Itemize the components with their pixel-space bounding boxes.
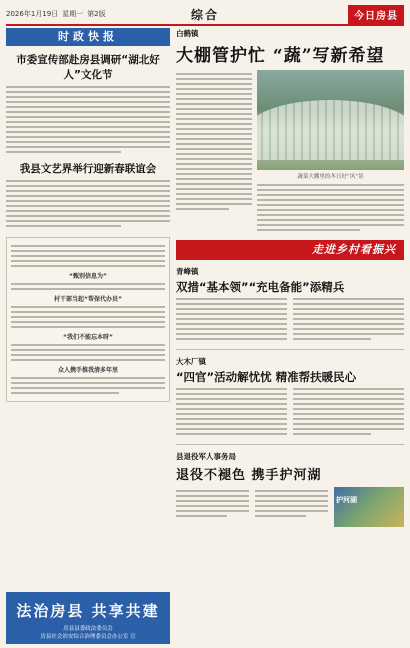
section-title: 综合 — [190, 7, 219, 22]
photo-caption: 护河湖 — [336, 496, 357, 504]
subhead: 众人携手推我清多年里 — [57, 367, 118, 374]
ad-title: 法治房县 共享共建 — [16, 602, 160, 620]
ad-banner — [6, 592, 170, 644]
newspaper-logo: 今日房县 — [348, 5, 404, 24]
article-body — [257, 184, 404, 231]
photo-caption: 蔬菜大棚里的冬日好“风”景 — [297, 174, 364, 180]
article-headline: 我县文艺界举行迎新春联谊会 — [19, 163, 157, 175]
article-headline: 退役不褪色 携手护河湖 — [176, 468, 322, 483]
article-headline: 市委宣传部赴房县调研“湖北好人”文化节 — [16, 54, 160, 81]
dateline: 青峰镇 — [176, 267, 199, 276]
ad-sponsor: 房县县委政法委员会 房县社会治安综合治理委员会办公室 宣 — [40, 626, 136, 640]
dateline: 白鹤镇 — [176, 29, 199, 38]
page-header — [6, 4, 404, 26]
left-column — [6, 28, 170, 644]
issue-weekday: 星期一 — [62, 10, 84, 18]
subhead: “我们不能忘本呀” — [63, 334, 113, 341]
dateline: 大木厂镇 — [176, 357, 206, 366]
article-headline: 双措“基本领”“充电备能”添精兵 — [176, 280, 345, 294]
right-column — [176, 28, 404, 644]
lead-headline: 大棚管护忙 “蔬”写新希望 — [176, 46, 385, 66]
article-body — [176, 385, 404, 438]
river-photo — [334, 487, 404, 527]
lead-article — [176, 70, 404, 234]
dateline: 县退役军人事务局 — [176, 452, 236, 461]
article-body — [6, 180, 170, 227]
article-body — [176, 70, 252, 234]
issue-page: 第2版 — [87, 10, 106, 18]
article-body — [6, 86, 170, 153]
column-banner: 走进乡村看振兴 — [176, 240, 404, 260]
feature-box — [6, 237, 170, 402]
subhead: “甄别信息为” — [69, 273, 107, 280]
article-body — [176, 295, 404, 343]
article-body — [176, 487, 404, 527]
column-banner: 时政快报 — [6, 28, 170, 46]
issue-date: 2026年1月19日 — [6, 10, 59, 18]
article-headline: “四官”活动解忧忧 精准帮扶暖民心 — [176, 370, 357, 384]
greenhouse-photo — [257, 70, 404, 170]
subhead: 村干部当起“帮保代办员” — [54, 296, 122, 303]
